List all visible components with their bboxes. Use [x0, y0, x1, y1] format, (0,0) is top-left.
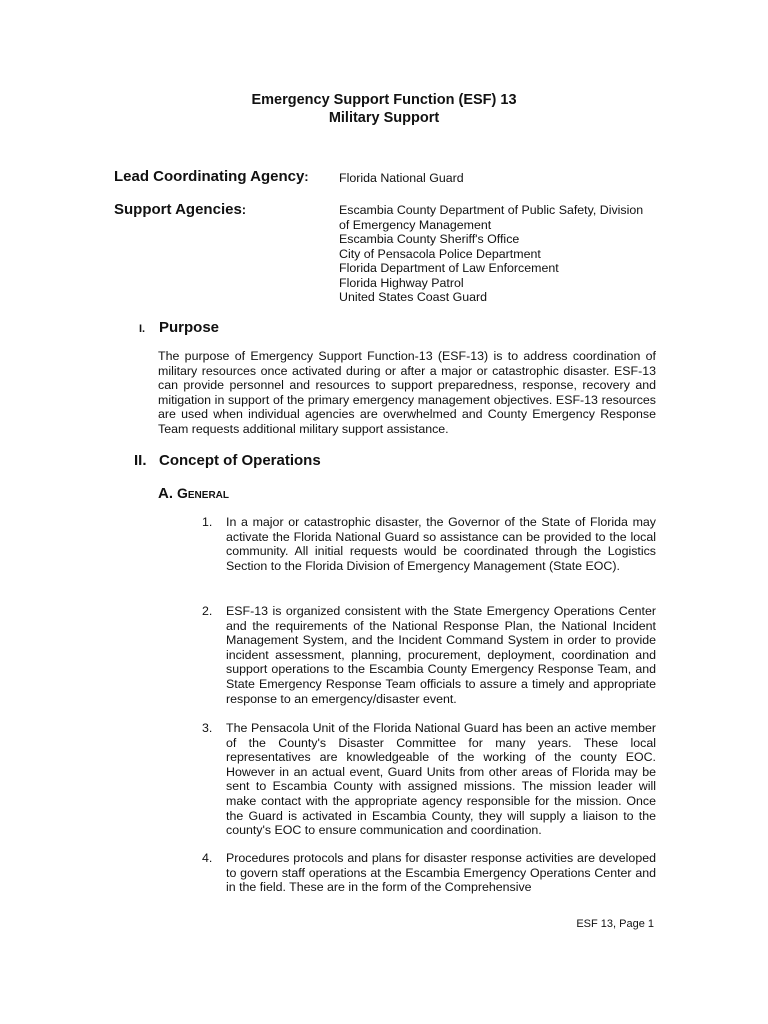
subsection-number: A.	[158, 485, 173, 502]
support-agencies-list	[339, 203, 669, 305]
lead-agency-label-text: Lead Coordinating Agency	[114, 168, 305, 185]
lead-agency-value: Florida National Guard	[339, 171, 464, 185]
support-agencies-colon: :	[241, 202, 247, 217]
lead-agency-label	[114, 168, 309, 185]
subsection-title: General	[177, 485, 230, 501]
section-concept-heading	[134, 452, 321, 469]
list-item-number: 4.	[202, 851, 213, 865]
list-item-text: Procedures protocols and plans for disaster response activities are developed to govern staff operations at the Escambia Emergency Operations Center and in the field. These are in the form of the Comprehensive	[226, 851, 656, 895]
support-agency-line: Escambia County Sheriff's Office	[339, 232, 520, 246]
support-agency-line: Florida Department of Law Enforcement	[339, 261, 559, 275]
section-number: I.	[139, 323, 146, 335]
page-footer: ESF 13, Page 1	[576, 918, 654, 930]
list-item-number: 2.	[202, 604, 213, 618]
document-title: Emergency Support Function (ESF) 13	[251, 92, 517, 108]
support-agencies-label-text: Support Agencies	[114, 201, 242, 218]
section-purpose-heading	[139, 319, 219, 336]
list-item-text: ESF-13 is organized consistent with the State Emergency Operations Center and the requirements of the National Response Plan, the National Incident Management System, and the Incident Command System in order to provide incident assessment, planning, procurement, deployment, coordination and support operations to the Escambia County Emergency Response Team, and State Emergency Response Team officials to assure a timely and appropriate response to an emergency/disaster event.	[226, 604, 656, 706]
support-agency-line: City of Pensacola Police Department	[339, 246, 541, 261]
support-agency-line: Escambia County Department of Public Safety, Division	[339, 203, 644, 217]
section-title: Concept of Operations	[159, 452, 321, 469]
document-subtitle: Military Support	[328, 110, 440, 126]
support-agency-line: United States Coast Guard	[339, 290, 488, 304]
list-item-text: In a major or catastrophic disaster, the Governor of the State of Florida may activate the Florida National Guard so assistance can be provided to the local community. All initial requests would be coordinated through the Logistics Section to the Florida Division of Emergency Management (State EOC).	[226, 515, 656, 573]
support-agencies-label	[114, 201, 246, 218]
support-agency-line: Florida Highway Patrol	[339, 275, 464, 290]
lead-agency-colon: :	[304, 169, 309, 184]
support-agency-line: of Emergency Management	[339, 217, 492, 232]
list-item-text: The Pensacola Unit of the Florida National Guard has been an active member of the County's Disaster Committee for many years. These local representatives are knowledgeable of the working of the county EOC. However in an actual event, Guard Units from other areas of Florida may be sent to Escambia County with assigned missions. The mission leader will make contact with the appropriate agency responsible for the mission. Once the Guard is activated in Escambia County, they will supply a liaison to the county's EOC to ensure communication and coordination.	[226, 721, 656, 838]
purpose-paragraph: The purpose of Emergency Support Function-13 (ESF-13) is to address coordination of military resources once activated during or after a major or catastrophic disaster. ESF-13 can provide personnel and resources to support preparedness, response, recovery and mitigation in support of the primary emergency management objectives. ESF-13 resources are used when individual agencies are overwhelmed and County Emergency Response Team requests additional military support assistance.	[158, 349, 656, 436]
subsection-general-heading	[158, 485, 229, 502]
list-item-number: 1.	[202, 515, 213, 529]
section-title: Purpose	[159, 319, 220, 336]
list-item-number: 3.	[202, 721, 213, 735]
section-number: II.	[134, 452, 147, 469]
